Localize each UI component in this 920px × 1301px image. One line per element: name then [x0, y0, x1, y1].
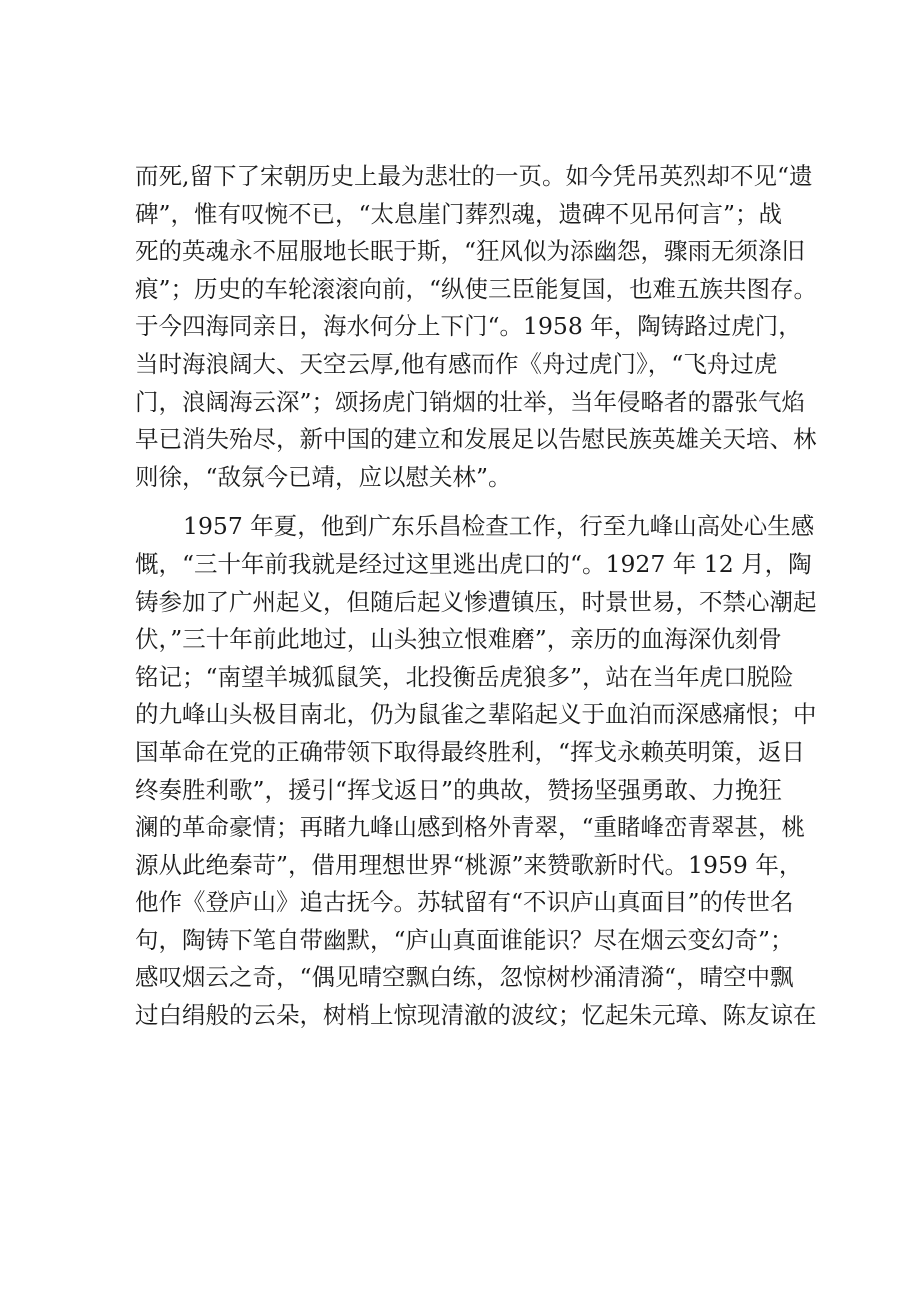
text-line: 伏，”三十年前此地过，山头独立恨难磨”，亲历的血海深仇刻骨 — [135, 625, 782, 654]
text-line: 痕”；历史的车轮滚滚向前，“纵使三臣能复国，也难五族共图存。 — [135, 274, 818, 303]
text-line: 过白绢般的云朵，树梢上惊现清澈的波纹；忆起朱元璋、陈友谅在 — [135, 1001, 817, 1030]
paragraph-2 — [135, 508, 817, 1034]
text-line: 死的英魂永不屈服地长眠于斯，“狂风似为添幽怨，骤雨无须涤旧 — [135, 237, 806, 266]
text-line: 铸参加了广州起义，但随后起义惨遭镇压，时景世易，不禁心潮起 — [135, 587, 817, 616]
text-line: 慨，“三十年前我就是经过这里逃出虎口的“。1927 年 12 月，陶 — [135, 549, 812, 578]
text-line: 当时海浪阔大、天空云厚,他有感而作《舟过虎门》，“飞舟过虎 — [135, 349, 778, 378]
text-line-indented: 1957 年夏，他到广东乐昌检查工作，行至九峰山高处心生感 — [183, 512, 815, 541]
text-line: 而死,留下了宋朝历史上最为悲壮的一页。如今凭吊英烈却不见“遗 — [135, 162, 813, 190]
text-line: 国革命在党的正确带领下取得最终胜利，“挥戈永赖英明策，返日 — [135, 737, 806, 766]
text-line: 终奏胜利歌”，援引“挥戈返日”的典故，赞扬坚强勇敢、力挽狂 — [135, 775, 783, 804]
text-line: 感叹烟云之奇，“偶见晴空飘白练，忽惊树杪涌清漪“，晴空中飘 — [135, 963, 794, 992]
text-line: 的九峰山头极目南北，仍为鼠雀之辈陷起义于血泊而深感痛恨；中 — [135, 700, 817, 729]
text-line: 门，浪阔海云深”；颂扬虎门销烟的壮举，当年侵略者的嚣张气焰 — [135, 387, 806, 416]
text-line: 早已消失殆尽，新中国的建立和发展足以告慰民族英雄关天培、林 — [135, 425, 817, 454]
body-text — [135, 158, 818, 1035]
text-line: 他作《登庐山》追古抚今。苏轼留有“不识庐山真面目”的传世名 — [135, 888, 794, 917]
text-line: 句，陶铸下笔自带幽默，“庐山真面谁能识？尽在烟云变幻奇”； — [135, 925, 794, 954]
paragraph-1 — [135, 158, 818, 496]
text-line: 铭记；“南望羊城狐鼠笑，北投衡岳虎狼多”，站在当年虎口脱险 — [135, 662, 794, 691]
text-line: 碑”，惟有叹惋不已，“太息崖门葬烈魂，遗碑不见吊何言”；战 — [135, 199, 783, 228]
text-line: 则徐，“敌氛今已靖，应以慰关林”。 — [135, 462, 512, 491]
text-line: 澜的革命豪情；再睹九峰山感到格外青翠，“重睹峰峦青翠甚，桃 — [135, 813, 806, 842]
text-line: 于今四海同亲日，海水何分上下门“。1958 年，陶铸路过虎门， — [135, 312, 802, 341]
text-line: 源从此绝秦苛”，借用理想世界“桃源”来赞歌新时代。1959 年， — [135, 850, 803, 879]
